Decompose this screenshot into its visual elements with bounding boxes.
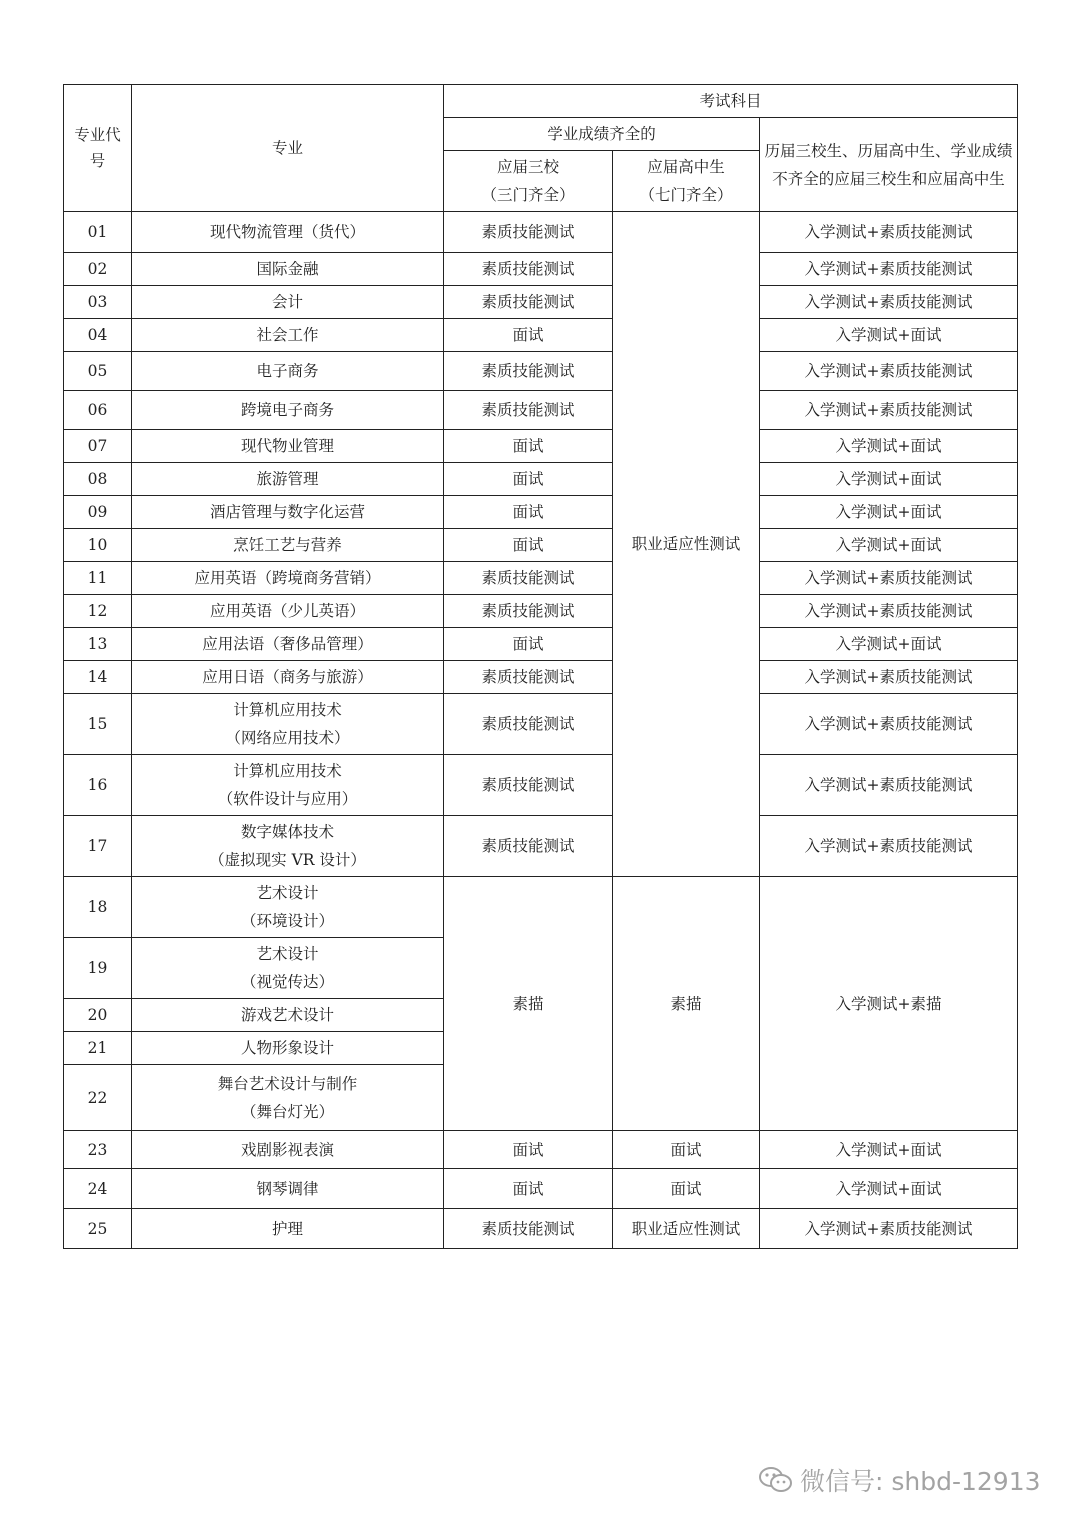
major-cell: 应用日语（商务与旅游） — [132, 661, 444, 694]
table-row — [64, 286, 1018, 319]
major-cell: 现代物流管理（货代） — [132, 212, 444, 253]
sanxiao-cell: 面试 — [444, 628, 613, 661]
major-cell: 护理 — [132, 1209, 444, 1249]
sanxiao-cell: 素质技能测试 — [444, 253, 613, 286]
code-cell: 11 — [64, 562, 132, 595]
sanxiao-cell: 素质技能测试 — [444, 391, 613, 430]
sanxiao-cell: 面试 — [444, 463, 613, 496]
major-cell: 艺术设计 （环境设计） — [132, 877, 444, 938]
art-other-cell: 入学测试+素描 — [760, 877, 1018, 1131]
other-cell: 入学测试+面试 — [760, 430, 1018, 463]
other-cell: 入学测试+素质技能测试 — [760, 352, 1018, 391]
table-row — [64, 496, 1018, 529]
table-row — [64, 877, 1018, 938]
other-cell: 入学测试+素质技能测试 — [760, 755, 1018, 816]
major-cell: 艺术设计 （视觉传达） — [132, 938, 444, 999]
table-row — [64, 816, 1018, 877]
code-cell: 08 — [64, 463, 132, 496]
other-cell: 入学测试+面试 — [760, 529, 1018, 562]
code-cell: 04 — [64, 319, 132, 352]
sanxiao-cell: 素质技能测试 — [444, 816, 613, 877]
header-code: 专业代号 — [64, 85, 132, 212]
code-cell: 20 — [64, 999, 132, 1032]
major-cell: 数字媒体技术 （虚拟现实 VR 设计） — [132, 816, 444, 877]
table-row — [64, 694, 1018, 755]
table-row — [64, 1209, 1018, 1249]
code-cell: 07 — [64, 430, 132, 463]
other-cell: 入学测试+素质技能测试 — [760, 212, 1018, 253]
other-cell: 入学测试+素质技能测试 — [760, 1209, 1018, 1249]
table-row — [64, 661, 1018, 694]
code-cell: 05 — [64, 352, 132, 391]
major-cell: 旅游管理 — [132, 463, 444, 496]
other-cell: 入学测试+素质技能测试 — [760, 286, 1018, 319]
table-row — [64, 391, 1018, 430]
sanxiao-cell: 素质技能测试 — [444, 755, 613, 816]
vocational-merged-cell: 职业适应性测试 — [613, 212, 760, 877]
table-row — [64, 1131, 1018, 1169]
header-exam-subjects: 考试科目 — [444, 85, 1018, 118]
sanxiao-cell: 面试 — [444, 430, 613, 463]
other-cell: 入学测试+面试 — [760, 628, 1018, 661]
other-cell: 入学测试+素质技能测试 — [760, 562, 1018, 595]
code-cell: 23 — [64, 1131, 132, 1169]
code-cell: 14 — [64, 661, 132, 694]
major-cell: 社会工作 — [132, 319, 444, 352]
code-cell: 15 — [64, 694, 132, 755]
table-row — [64, 755, 1018, 816]
table-row — [64, 1169, 1018, 1209]
major-cell: 烹饪工艺与营养 — [132, 529, 444, 562]
code-cell: 01 — [64, 212, 132, 253]
sanxiao-cell: 面试 — [444, 1169, 613, 1209]
header-sanxiao: 应届三校 （三门齐全） — [444, 151, 613, 212]
major-cell: 舞台艺术设计与制作 （舞台灯光） — [132, 1065, 444, 1131]
major-cell: 现代物业管理 — [132, 430, 444, 463]
major-cell: 游戏艺术设计 — [132, 999, 444, 1032]
table-row — [64, 319, 1018, 352]
sanxiao-cell: 面试 — [444, 496, 613, 529]
other-cell: 入学测试+素质技能测试 — [760, 694, 1018, 755]
code-cell: 16 — [64, 755, 132, 816]
major-cell: 电子商务 — [132, 352, 444, 391]
major-cell: 计算机应用技术 （网络应用技术） — [132, 694, 444, 755]
code-cell: 13 — [64, 628, 132, 661]
table-row — [64, 352, 1018, 391]
other-cell: 入学测试+面试 — [760, 319, 1018, 352]
sanxiao-cell: 面试 — [444, 319, 613, 352]
sanxiao-cell: 素质技能测试 — [444, 352, 613, 391]
major-cell: 计算机应用技术 （软件设计与应用） — [132, 755, 444, 816]
major-cell: 戏剧影视表演 — [132, 1131, 444, 1169]
other-cell: 入学测试+素质技能测试 — [760, 253, 1018, 286]
other-cell: 入学测试+素质技能测试 — [760, 816, 1018, 877]
table-row — [64, 253, 1018, 286]
sanxiao-cell: 素质技能测试 — [444, 286, 613, 319]
sanxiao-cell: 素质技能测试 — [444, 1209, 613, 1249]
major-cell: 人物形象设计 — [132, 1032, 444, 1065]
other-cell: 入学测试+素质技能测试 — [760, 595, 1018, 628]
table-row — [64, 212, 1018, 253]
code-cell: 06 — [64, 391, 132, 430]
sanxiao-cell: 素质技能测试 — [444, 661, 613, 694]
sanxiao-cell: 素质技能测试 — [444, 212, 613, 253]
art-sanxiao-cell: 素描 — [444, 877, 613, 1131]
code-cell: 12 — [64, 595, 132, 628]
sanxiao-cell: 面试 — [444, 1131, 613, 1169]
wechat-icon — [758, 1465, 794, 1495]
table-row — [64, 628, 1018, 661]
gaozhong-cell: 职业适应性测试 — [613, 1209, 760, 1249]
other-cell: 入学测试+素质技能测试 — [760, 391, 1018, 430]
other-cell: 入学测试+面试 — [760, 463, 1018, 496]
header-gaozhong: 应届高中生 （七门齐全） — [613, 151, 760, 212]
other-cell: 入学测试+面试 — [760, 1169, 1018, 1209]
major-cell: 应用法语（奢侈品管理） — [132, 628, 444, 661]
sanxiao-cell: 素质技能测试 — [444, 595, 613, 628]
code-cell: 02 — [64, 253, 132, 286]
other-cell: 入学测试+面试 — [760, 496, 1018, 529]
gaozhong-cell: 面试 — [613, 1169, 760, 1209]
code-cell: 19 — [64, 938, 132, 999]
art-gaozhong-cell: 素描 — [613, 877, 760, 1131]
other-cell: 入学测试+面试 — [760, 1131, 1018, 1169]
major-cell: 国际金融 — [132, 253, 444, 286]
major-cell: 跨境电子商务 — [132, 391, 444, 430]
code-cell: 24 — [64, 1169, 132, 1209]
code-cell: 21 — [64, 1032, 132, 1065]
header-other: 历届三校生、历届高中生、学业成绩 不齐全的应届三校生和应届高中生 — [760, 118, 1018, 212]
code-cell: 25 — [64, 1209, 132, 1249]
code-cell: 10 — [64, 529, 132, 562]
table-row — [64, 595, 1018, 628]
watermark-text: 微信号: shbd-12913 — [800, 1467, 1041, 1496]
other-cell: 入学测试+素质技能测试 — [760, 661, 1018, 694]
major-cell: 酒店管理与数字化运营 — [132, 496, 444, 529]
sanxiao-cell: 素质技能测试 — [444, 694, 613, 755]
table-row — [64, 463, 1018, 496]
table-row — [64, 529, 1018, 562]
sanxiao-cell: 素质技能测试 — [444, 562, 613, 595]
code-cell: 09 — [64, 496, 132, 529]
sanxiao-cell: 面试 — [444, 529, 613, 562]
code-cell: 17 — [64, 816, 132, 877]
major-cell: 应用英语（少儿英语） — [132, 595, 444, 628]
code-cell: 18 — [64, 877, 132, 938]
major-cell: 会计 — [132, 286, 444, 319]
code-cell: 03 — [64, 286, 132, 319]
header-major: 专业 — [132, 85, 444, 212]
gaozhong-cell: 面试 — [613, 1131, 760, 1169]
table-row — [64, 562, 1018, 595]
table-row — [64, 430, 1018, 463]
major-cell: 应用英语（跨境商务营销） — [132, 562, 444, 595]
major-cell: 钢琴调律 — [132, 1169, 444, 1209]
watermark — [758, 1460, 1041, 1500]
code-cell: 22 — [64, 1065, 132, 1131]
header-complete: 学业成绩齐全的 — [444, 118, 760, 151]
exam-subjects-table — [63, 84, 1018, 1249]
